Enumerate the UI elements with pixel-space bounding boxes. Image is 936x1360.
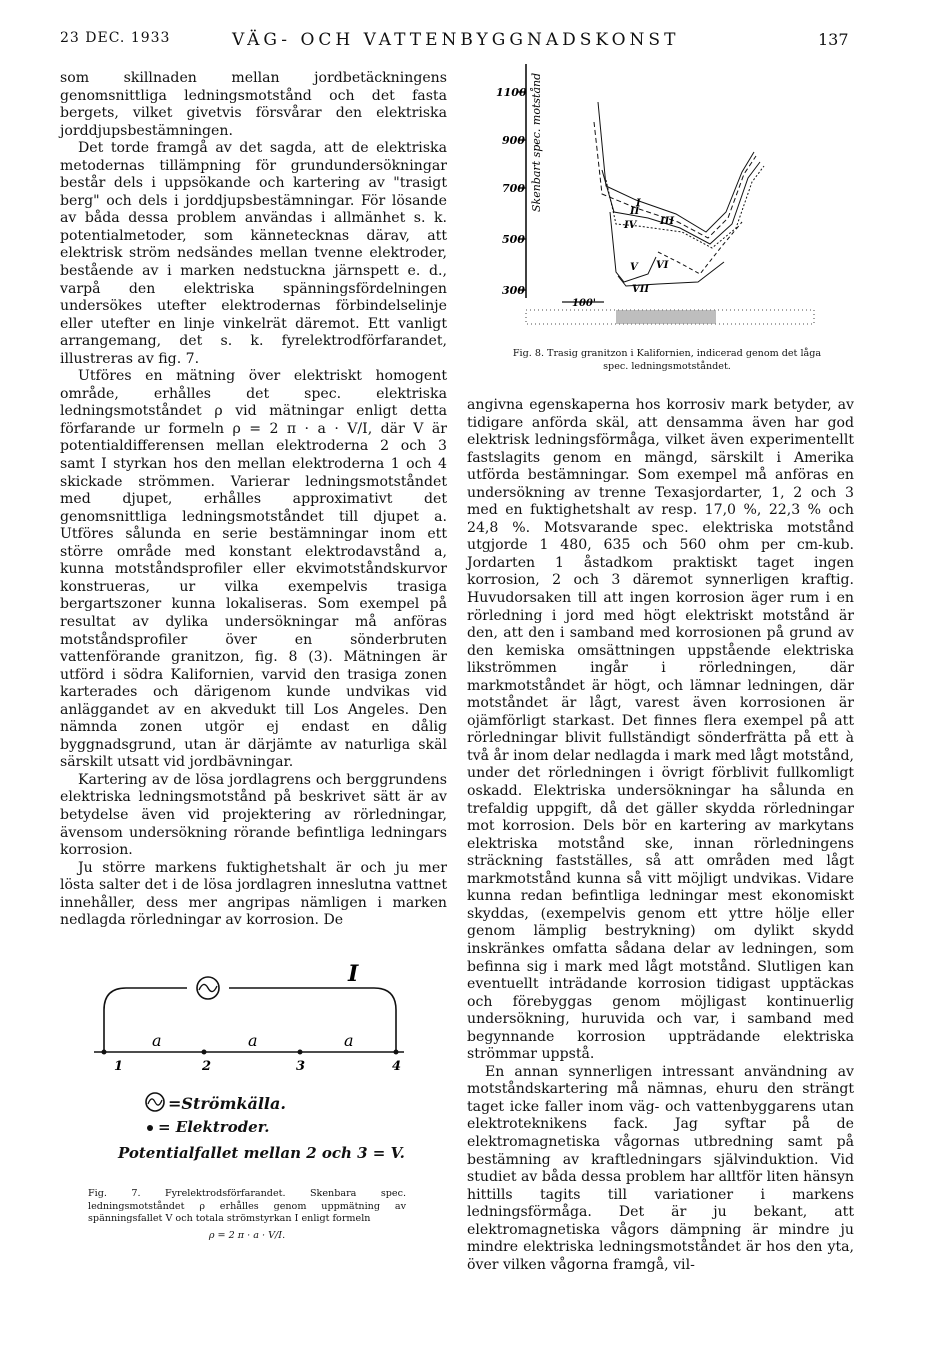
fig8-ytick-300: 300: [502, 284, 525, 297]
journal-title: VÄG- OCH VATTENBYGGNADSKONST: [232, 30, 680, 50]
fig7-electrode-2: [202, 1050, 207, 1055]
figure-8-caption: Fig. 8. Trasig granitzon i Kalifornien, indicerad genom det låga spec. ledningsmotståndet.: [512, 348, 822, 372]
fig7-current-label: I: [348, 961, 359, 987]
legend-source-text: =Strömkälla.: [168, 1094, 286, 1113]
fig7-electrode-1: [102, 1050, 107, 1055]
fig8-ytick-900: 900: [502, 134, 525, 147]
fig8-curve-II: [594, 122, 756, 238]
fig8-ytick-500: 500: [502, 233, 525, 246]
figure-8-resistivity-profile: [498, 62, 818, 342]
fig8-curve-III: [602, 162, 760, 244]
fig8-scale-label: 100': [572, 298, 596, 309]
figure-7-electrode-diagram: [84, 960, 404, 1090]
right-paragraph-1: angivna egenskaperna hos korrosiv mark betyder, av tidigare anförda skäl, att densamma även har god elektrisk ledningsförmåga, vilket även experimentellt fastslagits genom en mängd, särskilt i Amerika utförda bestämningar. Som exempel må anföras en undersökning av trenne Texasjordarter, 1, 2 och 3 med en fuktighetshalt av resp. 17,0 %, 22,3 % och 24,8 %. Motsvarande spec. elektriska motstånd utgjorde 1 480, 635 och 560 ohm per cm-kub. Jordarten 1 åstadkom praktiskt taget ingen korrosion, 2 och 3 däremot synnerligen kraftig. Huvudorsaken till att ingen korrosion äger rum i en rörledning i jord med högt elektriskt motstånd är den, att den i samband med korrosionen på grund av den kemiska omsättningen uppstående elektriska likströmmen ingår i rörledningen, där markmotståndet är högt, och lämnar ledningen, där motståndet är lågt, varest även korrosionen är ojämförligt starkast. Det finnes flera exempel på att rörledningar blivit fullständigt sönderfrätta på ett à två år inom delar nedlagda i mark med lågt motstånd, under det rörledningen i övrigt förblivit fullkomligt oskadd. Elektriska undersökningar ha sålunda en trefaldig uppgift, då det gäller skydda rörledningar mot korrosion. Dels bör en kartering av markytans elektriska motstånd ske, innan rörledningens sträckning fastställes, så att områden med lågt markmotstånd kunna så vitt möjligt undvikas. Vidare kunna redan befintliga ledningar mest ekonomiskt skyddas, (exempelvis genom ett yttre hölje eller genom lämplig bestrykning) om dylikt skydd inskränkes omfatta sådana delar av ledningen, som befinna sig i mark med lågt motstånd. Slutligen kan eventuellt inträdande korrosion tidigast upptäckas och förebyggas genom möjligast kontinuerlig undersökning, huruvida och var, i samband med begynnande korrosion uppträdande elektriska strömmar uppstå.: [467, 397, 854, 1063]
fig7-spacing-1: a: [152, 1031, 162, 1050]
fig8-curve-I: [598, 102, 754, 232]
left-paragraph-1: som skillnaden mellan jordbetäckningens genomsnittliga ledningsmotstånd och det fasta bergets, vilket givetvis försvårar den elektriska jorddjupsbestämningen.: [60, 70, 447, 139]
figure-7-caption-text: Fig. 7. Fyrelektrodsförfarandet. Skenbara spec. ledningsmotståndet ρ erhålles genom uppmätning av spänningsfallet V och totala strömstyrkan I enligt formeln: [88, 1188, 406, 1224]
fig8-curve-VI: [658, 222, 742, 274]
fig8-ytick-700: 700: [502, 182, 525, 195]
fig7-spacing-2: a: [248, 1031, 258, 1050]
fig7-electrode-label-3: 3: [296, 1059, 306, 1074]
left-paragraph-2: Det torde framgå av det sagda, att de elektriska metodernas tillämpning för grundundersökningar består dels i uppsökande och kartering av "trasigt berg" och dels i jorddjupsbestämningar. För lösande av båda dessa problem användas i allmänhet s. k. potentialmetoder, som kännetecknas därav, att elektrisk ström nedsändes mellan tvenne elektroder, bestående av i marken nedstuckna järnspett e. d., varpå den elektriska spänningsfördelningen undersökes utefter elektrodernas förbindelselinje eller utefter en linje vinkelrät däremot. Ett vanligt arrangemang, det s. k. fyrelektrodförfarandet, illustreras av fig. 7.: [60, 140, 447, 367]
fig8-broken-zone: [616, 310, 716, 324]
fig8-label-III: III: [660, 216, 675, 227]
right-column: [467, 397, 854, 1274]
left-paragraph-3: Utföres en mätning över elektriskt homogent område, erhålles det spec. elektriska ledningsmotståndet ρ vid mätningar enligt detta förfarande ur formeln ρ = 2 π · a · V/I, där V är potentialdifferensen mellan elektroderna 2 och 3 samt I styrkan hos den mellan elektroderna 1 och 4 skickade strömmen. Varierar ledningsmotståndet med djupet, erhålles approximativt det genomsnittliga ledningsmotståndet till djupet a. Utföres sålunda en serie bestämningar inom ett större område med konstant elektrodavstånd a, kunna motståndsprofiler eller ekvimotståndskurvor konstrueras, ur vilka exempelvis trasiga bergartszoner kunna lokaliseras. Som exempel på resultat av dylika undersökningar må anföras motståndsprofiler över en sönderbruten vattenförande granitzon, fig. 8 (3). Mätningen är utförd i södra Kalifornien, varvid den trasiga zonen karterades och därigenom kunde undvikas vid anläggandet av en akvedukt till Los Angeles. Den nämnda zonen utgör ej endast en dålig byggnadsgrund, utan är därjämte av naturliga skäl särskilt utsatt vid jordbävningar.: [60, 368, 447, 771]
fig7-electrode-label-2: 2: [202, 1059, 212, 1074]
page-number: 137: [818, 30, 849, 49]
fig8-ytick-1100: 1100: [496, 86, 527, 99]
fig7-electrode-3: [298, 1050, 303, 1055]
fig8-label-VI: VI: [656, 260, 669, 271]
left-paragraph-4: Kartering av de lösa jordlagrens och berggrundens elektriska ledningsmotstånd på beskrivet sätt är av betydelse även vid projektering av rörledningar, ävensom undersökning rörande befintliga ledningars korrosion.: [60, 771, 447, 859]
fig8-label-IV: IV: [624, 220, 637, 231]
legend-potential-text: Potentialfallet mellan 2 och 3 = V.: [118, 1144, 405, 1162]
legend-electrodes-text: = Elektroder.: [158, 1118, 270, 1136]
left-paragraph-5: Ju större markens fuktighetshalt är och ju mer lösta salter det i de lösa jordlagren inneslutna vattnet innehåller, dess mer angripas nämligen i marken nedlagda rörledningar av korrosion. De: [60, 859, 447, 929]
fig8-label-VII: VII: [632, 284, 650, 295]
fig8-label-I: I: [636, 198, 641, 209]
fig7-electrode-4: [394, 1050, 399, 1055]
legend-electrode-dot-icon: [147, 1125, 153, 1131]
legend-current-source-icon: [143, 1090, 167, 1114]
fig8-y-axis-label: Skenbart spec. motstånd: [530, 72, 543, 212]
fig7-electrode-label-4: 4: [392, 1059, 402, 1074]
left-column: [60, 70, 447, 930]
right-paragraph-2: En annan synnerligen intressant användning av motståndskartering må nämnas, ehuru den strängt taget icke faller inom väg- och vattenbyggarens utan elektroteknikens fack. Jag syftar på de elektromagnetiska vågornas utbredning samt på bestämning av kraftledningars självinduktion. Vid studiet av båda dessa problem har alltför liten hänsyn hittills tagits till variationer i markens ledningsförmåga. Det är ju bekant, att elektromagnetiska vågors dämpning är mindre ju mindre elektriska ledningsmotståndet är hos den yta, över vilken vågorna framgå, vil-: [467, 1063, 854, 1273]
fig7-electrode-label-1: 1: [114, 1059, 124, 1074]
fig8-label-II: II: [630, 206, 640, 217]
fig8-label-V: V: [630, 262, 638, 273]
fig7-spacing-3: a: [344, 1031, 354, 1050]
figure-7-caption: [88, 1188, 406, 1242]
figure-7-formula: ρ = 2 π · a · V/I.: [208, 1229, 286, 1241]
header-date: 23 DEC. 1933: [60, 30, 171, 46]
